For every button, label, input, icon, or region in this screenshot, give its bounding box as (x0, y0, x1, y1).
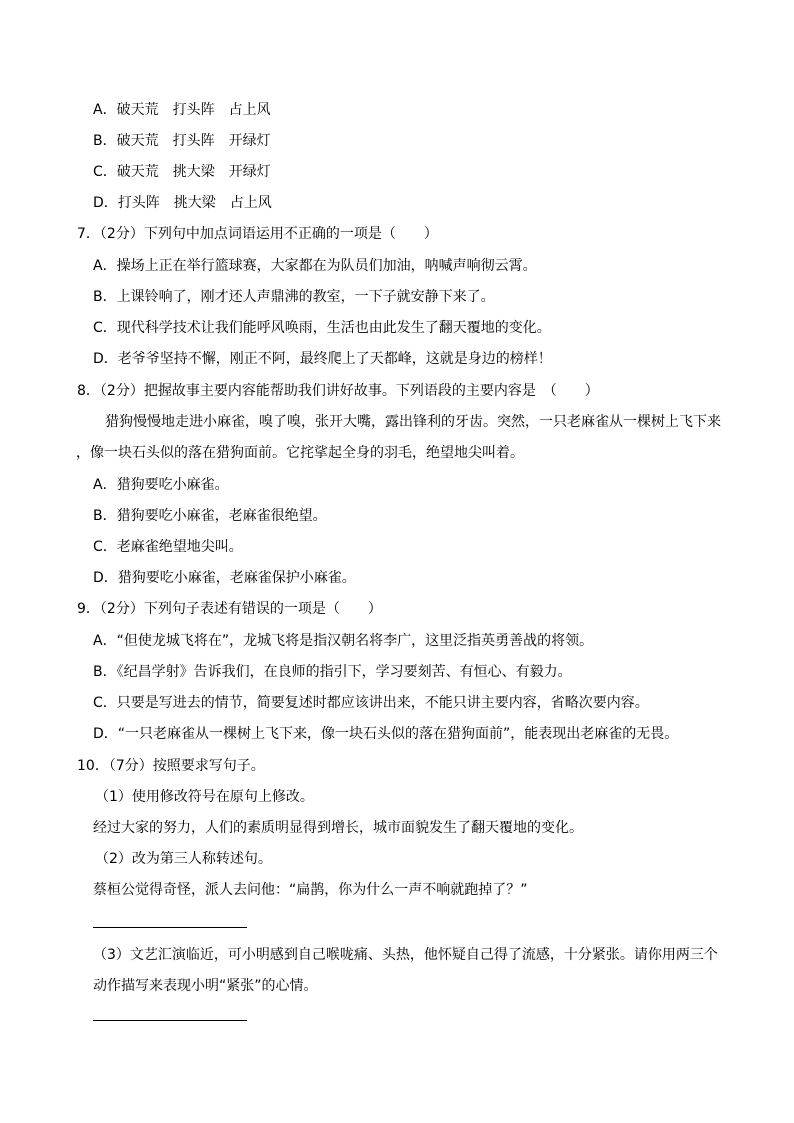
q8-option-c: C．老麻雀绝望地尖叫。 (93, 539, 243, 555)
q7-option-b: B．上课铃响了，刚才还人声鼎沸的教室，一下子就安静下来了。 (93, 289, 495, 305)
q9-option-d: D．“一只老麻雀从一棵树上飞下来，像一块石头似的落在猎狗面前”，能表现出老麻雀的无畏。 (93, 726, 679, 742)
q10-stem: 10．（7分）按照要求写句子。 (77, 758, 265, 774)
q6-option-c: C．破天荒 挑大梁 开绿灯 (93, 164, 271, 180)
q9-option-b: B．《纪昌学射》告诉我们，在良师的指引下，学习要刻苦、有恒心、有毅力。 (93, 664, 572, 680)
q6-option-a: A．破天荒 打头阵 占上风 (93, 102, 271, 118)
q6-option-b: B．破天荒 打头阵 开绿灯 (93, 133, 271, 149)
q8-option-a: A．猎狗要吃小麻雀。 (93, 477, 229, 493)
q7-stem: 7．（2分）下列句中加点词语运用不正确的一项是（ ） (77, 226, 438, 242)
q10-sub2-label: （2）改为第三人称转述句。 (95, 851, 272, 867)
q8-option-d: D．猎狗要吃小麻雀，老麻雀保护小麻雀。 (93, 570, 356, 586)
q8-stem: 8．（2分）把握故事主要内容能帮助我们讲好故事。下列语段的主要内容是 （ ） (77, 383, 599, 399)
q10-sub1-sentence: 经过大家的努力，人们的素质明显得到增长，城市面貌发生了翻天覆地的变化。 (93, 820, 583, 836)
q6-option-d: D．打头阵 挑大梁 占上风 (93, 195, 272, 211)
q9-option-c: C．只要是写进去的情节，简要复述时都应该讲出来，不能只讲主要内容，省略次要内容。 (93, 695, 649, 711)
q10-sub1-label: （1）使用修改符号在原句上修改。 (95, 789, 314, 805)
q9-option-a: A．“但使龙城飞将在”，龙城飞将是指汉朝名将李广，这里泛指英勇善战的将领。 (93, 633, 594, 649)
q10-sub2-sentence: 蔡桓公觉得奇怪，派人去问他：“扁鹊，你为什么一声不响就跑掉了？” (93, 882, 528, 898)
q10-sub3-answer-blank[interactable] (93, 1020, 247, 1021)
q10-sub3-line-2: 动作描写来表现小明“紧张”的心情。 (93, 978, 318, 994)
q7-option-a: A．操场上正在举行篮球赛，大家都在为队员们加油，呐喊声响彻云霄。 (93, 258, 537, 274)
q10-sub2-answer-blank[interactable] (93, 927, 247, 928)
q8-passage-line-2: ，像一块石头似的落在猎狗面前。它挓挲起全身的羽毛，绝望地尖叫着。 (76, 445, 524, 461)
q8-option-b: B．猎狗要吃小麻雀，老麻雀很绝望。 (93, 508, 327, 524)
q9-stem: 9．（2分）下列句子表述有错误的一项是（ ） (77, 601, 382, 617)
q7-option-c: C．现代科学技术让我们能呼风唤雨，生活也由此发生了翻天覆地的变化。 (93, 320, 551, 336)
q8-passage-line-1: 猎狗慢慢地走进小麻雀，嗅了嗅，张开大嘴，露出锋利的牙齿。突然，一只老麻雀从一棵树上飞下来 (105, 414, 721, 430)
q7-option-d: D．老爷爷坚持不懈，刚正不阿，最终爬上了天都峰，这就是身边的榜样！ (93, 351, 552, 367)
q10-sub3-line-1: （3）文艺汇演临近，可小明感到自己喉咙痛、头热，他怀疑自己得了流感，十分紧张。请你用两三个 (93, 947, 718, 963)
